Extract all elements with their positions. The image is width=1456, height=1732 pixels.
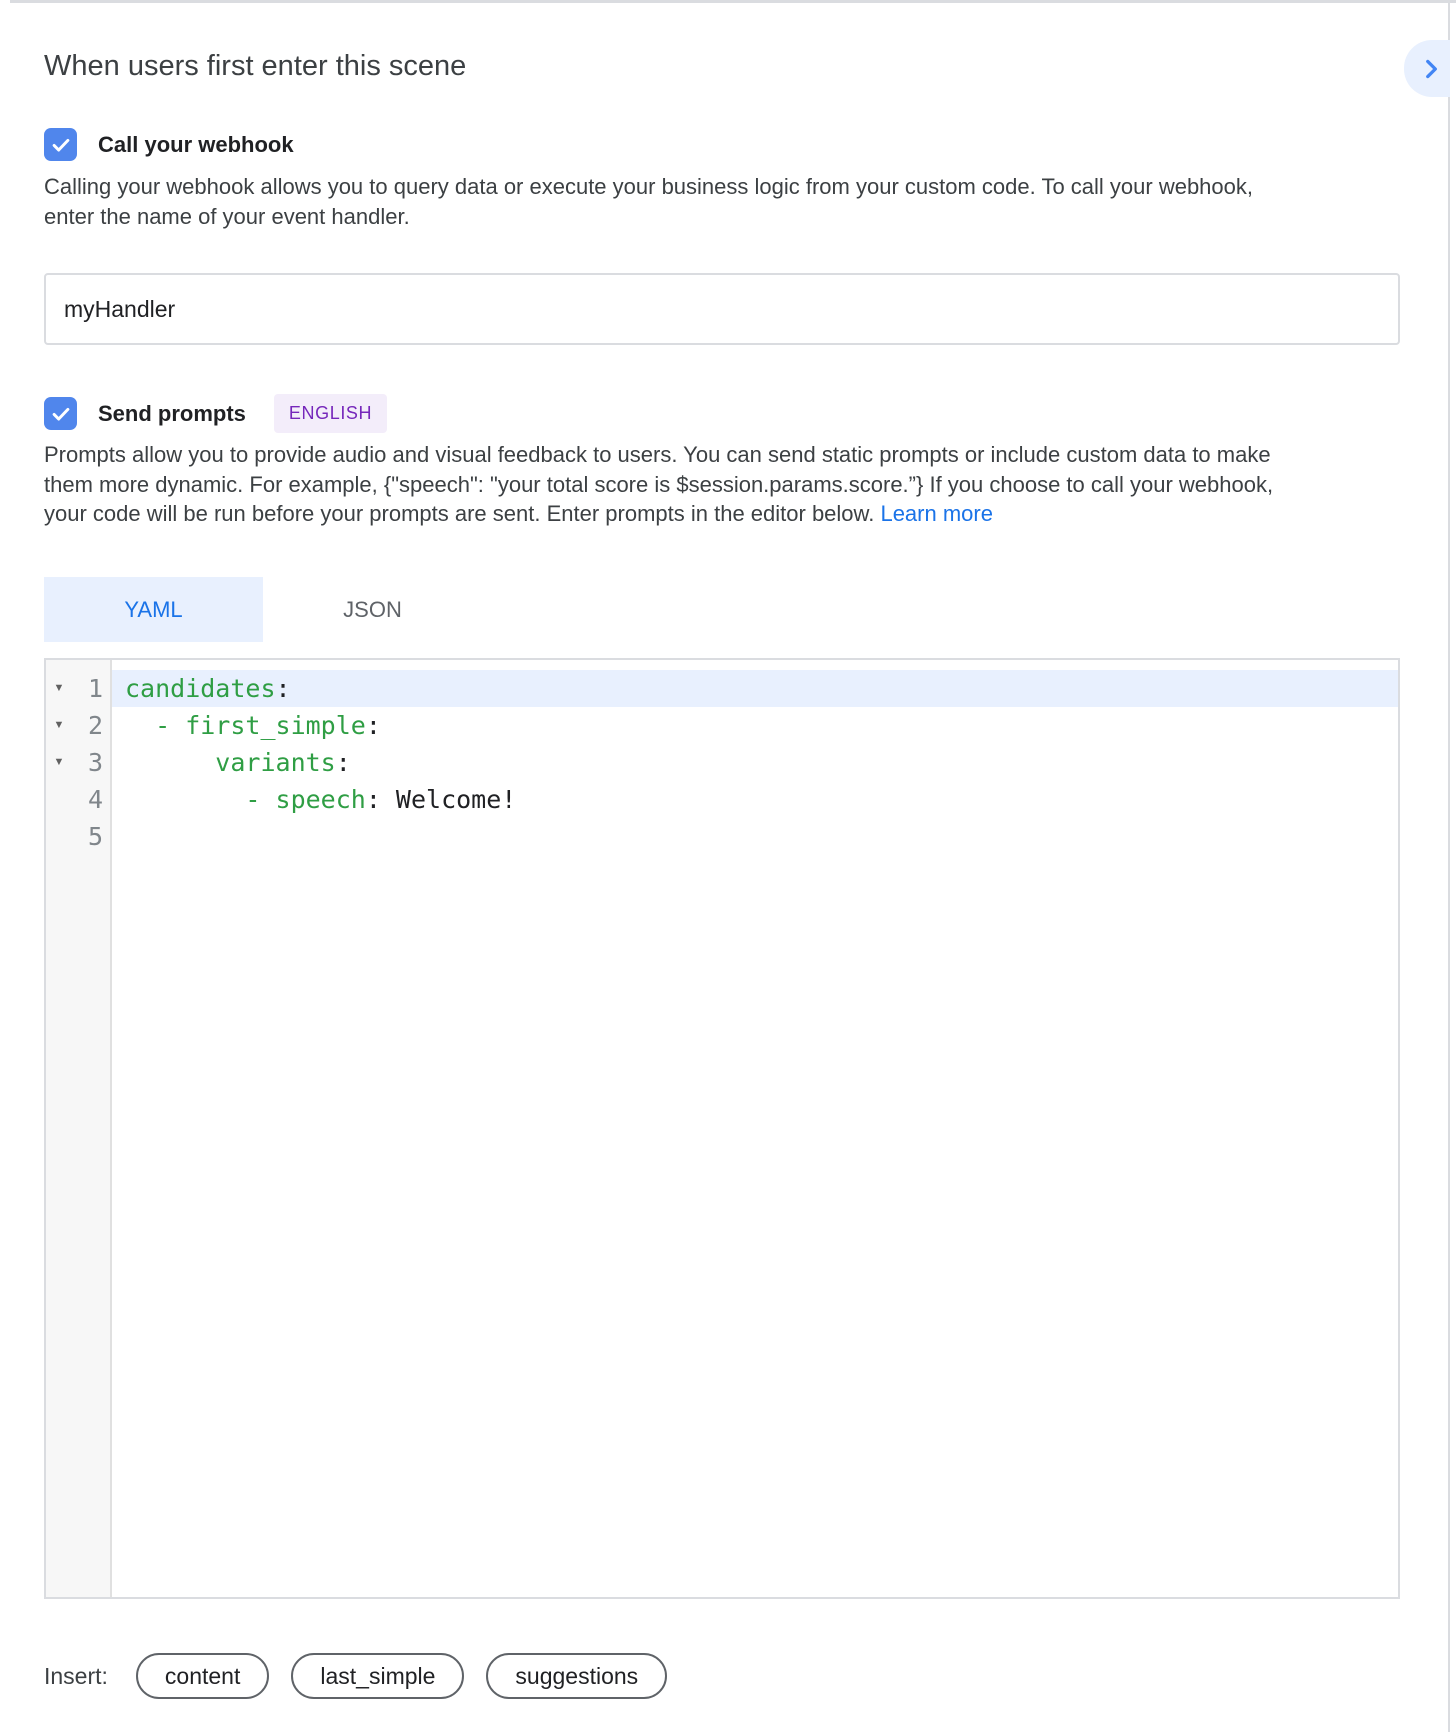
code-line[interactable] xyxy=(112,781,1398,818)
yaml-key-token: - speech xyxy=(125,785,366,814)
webhook-description xyxy=(44,172,1253,231)
event-handler-input[interactable] xyxy=(44,273,1400,345)
prompt-editor xyxy=(44,658,1400,1599)
language-badge: ENGLISH xyxy=(274,394,387,433)
panel-right-border xyxy=(1448,3,1450,1732)
yaml-plain-token: : xyxy=(365,711,381,740)
yaml-plain-token: : xyxy=(275,674,291,703)
call-webhook-row xyxy=(44,128,294,161)
insert-chip-content[interactable]: content xyxy=(136,1653,269,1699)
prompts-description-line: your code will be run before your prompts are sent. Enter prompts in the editor below. Learn more xyxy=(44,501,993,526)
webhook-description-line: enter the name of your event handler. xyxy=(44,203,410,229)
tab-json[interactable]: JSON xyxy=(343,596,402,622)
line-number: 2 xyxy=(87,711,103,740)
line-number: 3 xyxy=(87,748,103,777)
code-line[interactable] xyxy=(112,670,1398,707)
learn-more-link[interactable]: Learn more xyxy=(880,501,993,526)
code-line[interactable] xyxy=(112,744,1398,781)
yaml-plain-token: : xyxy=(335,748,351,777)
fold-column xyxy=(46,670,72,1597)
line-number: 4 xyxy=(87,785,103,814)
fold-toggle-icon[interactable]: ▼ xyxy=(53,756,65,768)
checkmark-icon xyxy=(50,134,72,156)
yaml-key-token: candidates xyxy=(125,674,276,703)
insert-chip-suggestions[interactable]: suggestions xyxy=(486,1653,667,1699)
line-number: 5 xyxy=(87,822,103,851)
yaml-plain-token: : Welcome! xyxy=(365,785,517,814)
send-prompts-checkbox[interactable] xyxy=(44,397,77,430)
line-number-column xyxy=(72,670,110,1597)
send-prompts-label: Send prompts xyxy=(98,400,246,426)
chevron-right-icon xyxy=(1418,56,1444,82)
fold-toggle-icon[interactable]: ▼ xyxy=(53,682,65,694)
insert-row xyxy=(44,1653,689,1699)
prompts-description xyxy=(44,440,1273,529)
call-webhook-checkbox[interactable] xyxy=(44,128,77,161)
editor-tabs xyxy=(44,577,482,642)
call-webhook-label: Call your webhook xyxy=(98,131,294,157)
panel-top-border xyxy=(10,0,1456,3)
fold-toggle-icon[interactable]: ▼ xyxy=(53,719,65,731)
prompts-description-line: them more dynamic. For example, {"speech": "your total score is $session.params.score.”} If you choose to call your webhook, xyxy=(44,471,1274,497)
prompts-description-line: Prompts allow you to provide audio and visual feedback to users. You can send static prompts or include custom data to make xyxy=(44,442,1271,467)
collapse-panel-button[interactable] xyxy=(1404,40,1450,97)
fold-spacer xyxy=(46,781,72,818)
page-title: When users first enter this scene xyxy=(44,50,467,82)
yaml-key-token: - first_simple xyxy=(125,711,366,740)
insert-chips xyxy=(136,1653,689,1699)
code-line[interactable] xyxy=(112,818,1398,855)
checkmark-icon xyxy=(50,403,72,425)
fold-spacer xyxy=(46,818,72,855)
editor-gutter xyxy=(46,660,112,1597)
yaml-code-area[interactable] xyxy=(112,660,1398,1597)
webhook-description-line: Calling your webhook allows you to query data or execute your business logic from your custom code. To call your webhook, xyxy=(44,174,1254,199)
tab-yaml[interactable]: YAML xyxy=(44,577,263,642)
insert-label: Insert: xyxy=(44,1662,108,1689)
line-number: 1 xyxy=(87,674,103,703)
yaml-key-token: variants xyxy=(125,748,336,777)
code-line[interactable] xyxy=(112,707,1398,744)
insert-chip-last_simple[interactable]: last_simple xyxy=(291,1653,464,1699)
send-prompts-row xyxy=(44,394,387,433)
